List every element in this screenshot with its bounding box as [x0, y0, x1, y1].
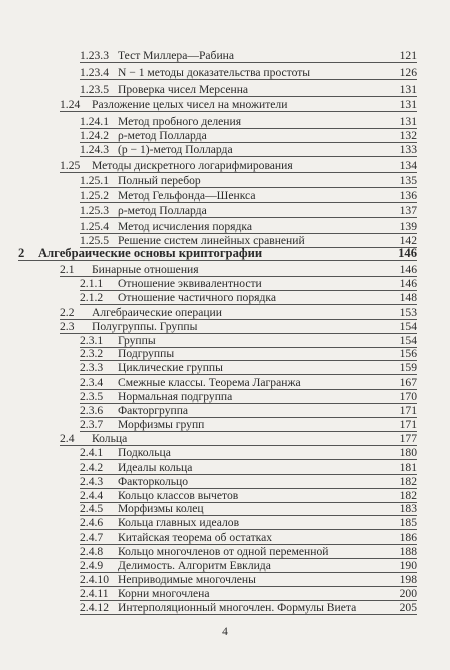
toc-entry-title: Решение систем линейных сравнений — [118, 234, 305, 247]
toc-entry-page: 154 — [399, 320, 417, 333]
toc-entry-page: 146 — [399, 263, 417, 276]
toc-entry-number: 1.23.5 — [80, 83, 109, 96]
toc-entry-page: 131 — [399, 83, 417, 96]
toc-entry-title: N − 1 методы доказательства простоты — [118, 66, 311, 79]
toc-entry-page: 146 — [398, 246, 417, 260]
toc-entry-title: Китайская теорема об остатках — [118, 531, 273, 544]
toc-entry-page: 153 — [399, 306, 417, 319]
toc-entry-number: 2.4.4 — [80, 489, 104, 502]
toc-entry-number: 2.4.2 — [80, 461, 104, 474]
toc-entry-page: 121 — [399, 49, 417, 62]
toc-entry-title: Алгебраические операции — [92, 306, 222, 319]
toc-entry-number: 2.3.6 — [80, 404, 104, 417]
toc-entry-page: 188 — [399, 545, 417, 558]
toc-rule — [80, 62, 417, 63]
toc-entry-number: 2.3.1 — [80, 334, 104, 347]
toc-entry-number: 2.3 — [60, 320, 75, 333]
toc-entry-number: 1.25.4 — [80, 220, 109, 233]
toc-entry-page: 185 — [399, 516, 417, 529]
toc-entry-title: Морфизмы групп — [118, 418, 205, 431]
toc-entry-number: 1.23.4 — [80, 66, 109, 79]
toc-entry-title: ρ-метод Полларда — [118, 204, 207, 217]
toc-entry-title: Интерполяционный многочлен. Формулы Виета — [118, 601, 357, 614]
toc-entry-title: Делимость. Алгоритм Евклида — [118, 559, 271, 572]
toc-entry-number: 2.4.5 — [80, 502, 104, 515]
toc-entry-page: 200 — [399, 587, 417, 600]
toc-entry-page: 132 — [399, 129, 417, 142]
toc-entry-title: Отношение частичного порядка — [118, 291, 276, 304]
toc-entry-title: Метод пробного деления — [118, 115, 242, 128]
toc-entry-number: 2.2 — [60, 306, 75, 319]
toc-entry-title: Метод исчисления порядка — [118, 220, 252, 233]
toc-entry-page: 133 — [399, 143, 417, 156]
toc-entry-title: Циклические группы — [118, 361, 223, 374]
toc-entry-number: 1.25.5 — [80, 234, 109, 247]
toc-entry-page: 170 — [399, 390, 417, 403]
toc-entry-number: 1.24.1 — [80, 115, 109, 128]
toc-entry-page: 183 — [399, 502, 417, 515]
toc-entry-number: 2.4.6 — [80, 516, 104, 529]
toc-entry-title: Проверка чисел Мерсенна — [118, 83, 249, 96]
toc-entry-page: 137 — [399, 204, 417, 217]
page-number: 4 — [222, 626, 228, 638]
toc-entry-title: Кольца главных идеалов — [118, 516, 240, 529]
toc-entry-number: 2.1 — [60, 263, 75, 276]
toc-entry-page: 134 — [399, 159, 417, 172]
toc-entry-number: 1.25.1 — [80, 174, 109, 187]
toc-entry-page: 171 — [399, 418, 417, 431]
toc-entry-title: ρ-метод Полларда — [118, 129, 207, 142]
toc-entry-number: 1.25.3 — [80, 204, 109, 217]
toc-entry-page: 159 — [399, 361, 417, 374]
toc-entry-number: 1.25 — [60, 159, 81, 172]
toc-entry-page: 181 — [399, 461, 417, 474]
toc-entry-page: 154 — [399, 334, 417, 347]
toc-entry-title: Алгебраические основы криптографии — [38, 246, 263, 260]
toc-entry-page: 148 — [399, 291, 417, 304]
toc-entry-title: Метод Гельфонда—Шенкса — [118, 189, 256, 202]
toc-entry-title: Идеалы кольца — [118, 461, 193, 474]
toc-entry-number: 2.1.2 — [80, 291, 104, 304]
toc-entry-page: 139 — [399, 220, 417, 233]
toc-entry-number: 2.3.3 — [80, 361, 104, 374]
toc-entry-title: Методы дискретного логарифмирования — [92, 159, 293, 172]
toc-entry-number: 2.4 — [60, 432, 75, 445]
toc-entry-number: 2.4.10 — [80, 573, 109, 586]
toc-entry-number: 2 — [18, 246, 25, 260]
toc-entry-title: Кольца — [92, 432, 128, 445]
toc-entry-page: 146 — [399, 277, 417, 290]
toc-entry-page: 177 — [399, 432, 417, 445]
toc-entry-title: Кольцо многочленов от одной переменной — [118, 545, 329, 558]
toc-entry-title: Полугруппы. Группы — [92, 320, 198, 333]
toc-entry-number: 1.24.2 — [80, 129, 109, 142]
toc-entry-page: 171 — [399, 404, 417, 417]
toc-entry-number: 1.25.2 — [80, 189, 109, 202]
toc-rule — [80, 614, 417, 615]
toc-entry-number: 2.4.8 — [80, 545, 104, 558]
toc-entry-page: 136 — [399, 189, 417, 202]
toc-entry-page: 131 — [399, 115, 417, 128]
toc-entry-number: 2.1.1 — [80, 277, 104, 290]
toc-rule — [80, 79, 417, 80]
toc-entry-number: 2.3.7 — [80, 418, 104, 431]
toc-entry-number: 1.23.3 — [80, 49, 109, 62]
toc-entry-title: Неприводимые многочлены — [118, 573, 256, 586]
toc-entry-number: 2.4.3 — [80, 475, 104, 488]
toc-entry-number: 2.3.4 — [80, 376, 104, 389]
toc-entry-page: 135 — [399, 174, 417, 187]
toc-entry-page: 156 — [399, 347, 417, 360]
toc-entry-number: 2.4.12 — [80, 601, 109, 614]
toc-entry-page: 167 — [399, 376, 417, 389]
toc-entry-page: 182 — [399, 475, 417, 488]
toc-entry-number: 2.3.5 — [80, 390, 104, 403]
toc-entry-title: Морфизмы колец — [118, 502, 204, 515]
toc-entry-title: Тест Миллера—Рабина — [118, 49, 234, 62]
toc-entry-page: 182 — [399, 489, 417, 502]
toc-entry-number: 2.3.2 — [80, 347, 104, 360]
toc-entry-title: Смежные классы. Теорема Лагранжа — [118, 376, 301, 389]
toc-entry-title: Подкольца — [118, 446, 171, 459]
toc-entry-page: 186 — [399, 531, 417, 544]
toc-entry-page: 126 — [399, 66, 417, 79]
toc-entry-page: 190 — [399, 559, 417, 572]
toc-entry-title: Группы — [118, 334, 156, 347]
toc-entry-title: Подгруппы — [118, 347, 175, 360]
toc-entry-number: 2.4.1 — [80, 446, 104, 459]
toc-entry-page: 142 — [399, 234, 417, 247]
toc-entry-number: 1.24.3 — [80, 143, 109, 156]
toc-entry-page: 131 — [399, 98, 417, 111]
toc-entry-title: Корни многочлена — [118, 587, 210, 600]
toc-rule — [60, 111, 417, 112]
toc-entry-title: (p − 1)-метод Полларда — [118, 143, 233, 156]
toc-entry-title: Отношение эквивалентности — [118, 277, 262, 290]
toc-entry-title: Полный перебор — [118, 174, 201, 187]
toc-entry-title: Бинарные отношения — [92, 263, 199, 276]
toc-entry-page: 198 — [399, 573, 417, 586]
toc-entry-title: Разложение целых чисел на множители — [92, 98, 288, 111]
toc-entry-title: Нормальная подгруппа — [118, 390, 233, 403]
toc-entry-number: 2.4.11 — [80, 587, 109, 600]
toc-entry-title: Кольцо классов вычетов — [118, 489, 239, 502]
toc-entry-page: 205 — [399, 601, 417, 614]
toc-entry-page: 180 — [399, 446, 417, 459]
toc-entry-title: Факторкольцо — [118, 475, 189, 488]
toc-entry-number: 2.4.9 — [80, 559, 104, 572]
toc-entry-number: 1.24 — [60, 98, 81, 111]
toc-entry-number: 2.4.7 — [80, 531, 104, 544]
toc-entry-title: Факторгруппа — [118, 404, 189, 417]
